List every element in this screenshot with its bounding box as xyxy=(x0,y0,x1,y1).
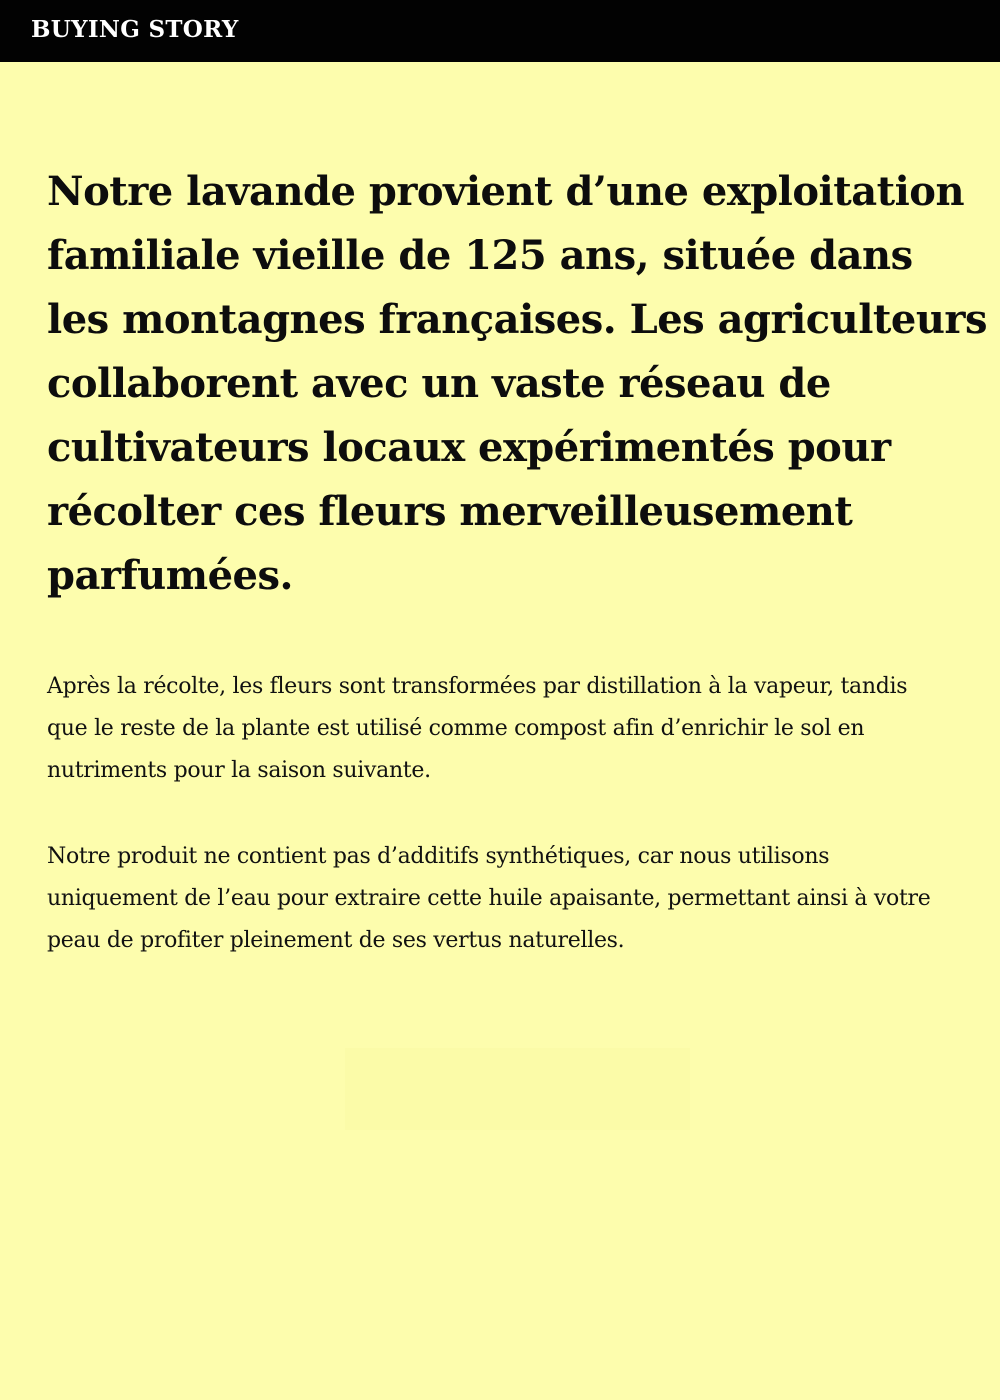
section-label: BUYING STORY xyxy=(31,16,239,43)
story-paragraph-ingredients: Notre produit ne contient pas d’additifs synthétiques, car nous utilisons uniquement de l’eau pour extraire cette huile apaisante, permettant ainsi à votre peau de profiter pleinement de ses vertus naturelles. xyxy=(47,844,931,953)
header-bar xyxy=(0,0,1000,62)
story-paragraph-harvest: Après la récolte, les fleurs sont transformées par distillation à la vapeur, tandis que le reste de la plante est utilisé comme compost afin d’enrichir le sol en nutriments pour la saison suivante. xyxy=(47,674,908,783)
faint-placeholder-block xyxy=(345,1048,690,1130)
story-headline: Notre lavande provient d’une exploitation familiale vieille de 125 ans, située dans les montagnes françaises. Les agriculteurs collaborent avec un vaste réseau de cultivateurs locaux expérimentés pour récolter ces fleurs merveilleusement parfumées. xyxy=(47,168,988,599)
